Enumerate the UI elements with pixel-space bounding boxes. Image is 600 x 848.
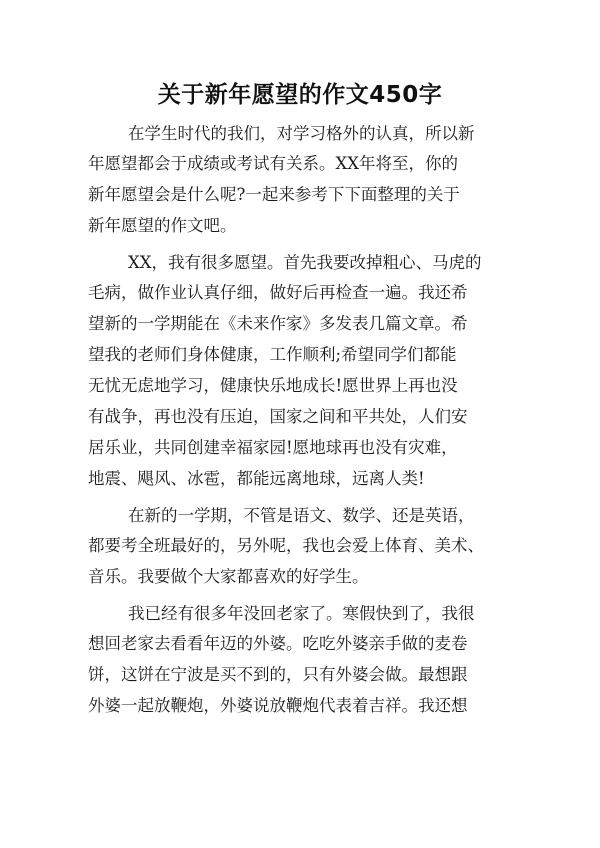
- paragraph-4-line-2: 想回老家去看看年迈的外婆。吃吃外婆亲手做的麦卷: [88, 634, 468, 653]
- paragraph-2-line-7: 居乐业，共同创建幸福家园!愿地球再也没有灾难，: [88, 438, 458, 457]
- paragraph-3-line-2: 都要考全班最好的，另外呢，我也会爱上体育、美术、: [88, 536, 484, 555]
- paragraph-3-line-3: 音乐。我要做个大家都喜欢的好学生。: [88, 567, 369, 586]
- paragraph-1-line-1: 在学生时代的我们，对学习格外的认真，所以新: [128, 124, 475, 143]
- paragraph-2-line-1: XX，我有很多愿望。首先我要改掉粗心、马虎的: [128, 253, 482, 272]
- paragraph-2-line-2: 毛病，做作业认真仔细，做好后再检查一遍。我还希: [88, 283, 468, 302]
- paragraph-4-line-3: 饼，这饼在宁波是买不到的，只有外婆会做。最想跟: [88, 665, 468, 684]
- paragraph-2-line-5: 无忧无虑地学习，健康快乐地成长!愿世界上再也没: [88, 376, 458, 395]
- paragraph-2-line-4: 望我的老师们身体健康，工作顺利;希望同学们都能: [88, 345, 457, 364]
- paragraph-2-line-3: 望新的一学期能在《未来作家》多发表几篇文章。希: [88, 314, 468, 333]
- paragraph-3-line-1: 在新的一学期，不管是语文、数学、还是英语，: [128, 506, 475, 525]
- paragraph-1-line-4: 新年愿望的作文吧。: [88, 216, 237, 235]
- document-title: 关于新年愿望的作文450字: [157, 82, 443, 108]
- paragraph-1-line-3: 新年愿望会是什么呢?一起来参考下下面整理的关于: [88, 185, 460, 204]
- paragraph-2-line-6: 有战争，再也没有压迫，国家之间和平共处，人们安: [88, 407, 468, 426]
- paragraph-4-line-1: 我已经有很多年没回老家了。寒假快到了，我很: [128, 604, 475, 623]
- paragraph-1-line-2: 年愿望都会于成绩或考试有关系。XX年将至，你的: [88, 154, 458, 173]
- paragraph-2-line-8: 地震、飓风、冰雹，都能远离地球，远离人类!: [88, 469, 425, 488]
- paragraph-4-line-4: 外婆一起放鞭炮，外婆说放鞭炮代表着吉祥。我还想: [88, 696, 468, 715]
